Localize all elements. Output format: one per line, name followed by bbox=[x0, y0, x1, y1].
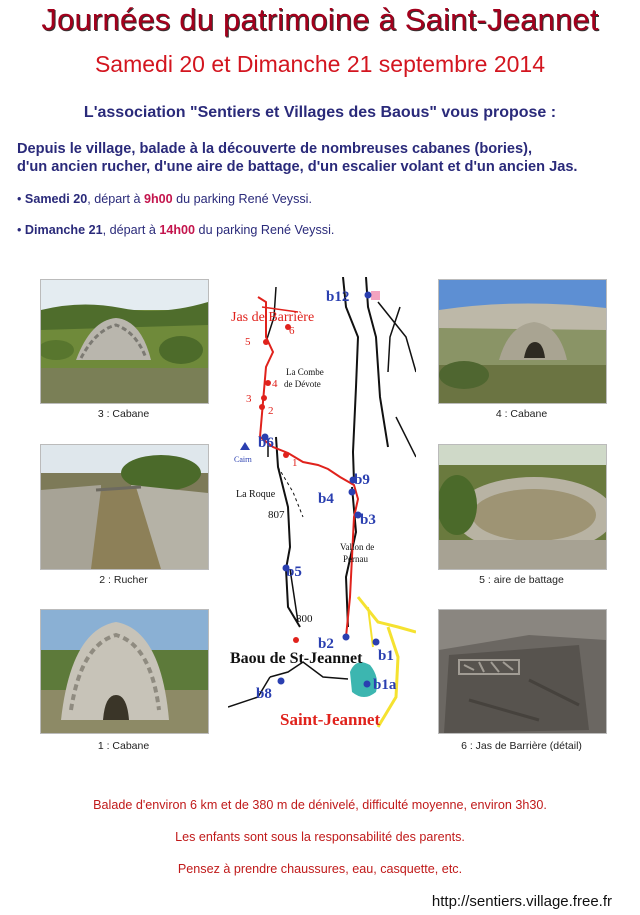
map-point-5 bbox=[263, 339, 269, 345]
schedule-day: Dimanche 21 bbox=[24, 223, 103, 237]
page-title: Journées du patrimoine à Saint-Jeannet bbox=[41, 2, 599, 37]
map-label-b12: b12 bbox=[326, 289, 350, 305]
map-point-1 bbox=[283, 452, 289, 458]
schedule-text: du parking René Veyssi. bbox=[195, 223, 335, 237]
map-label-baou: Baou de St-Jeannet bbox=[230, 650, 363, 667]
website-link[interactable]: http://sentiers.village.free.fr bbox=[431, 893, 612, 910]
map-label-b5: b5 bbox=[286, 564, 302, 580]
map-label-b9: b9 bbox=[354, 472, 370, 488]
schedule-text: , départ à bbox=[102, 223, 160, 237]
schedule-text: du parking René Veyssi. bbox=[172, 192, 312, 206]
map-label-b1: b1 bbox=[378, 648, 394, 664]
caption-jas-barriere-6: 6 : Jas de Barrière (détail) bbox=[461, 740, 582, 752]
footer-line-distance: Balade d'environ 6 km et de 380 m de dénivelé, difficulté moyenne, environ 3h30. bbox=[93, 798, 547, 812]
map-label-b8: b8 bbox=[256, 686, 272, 702]
photo-jas-barriere-6 bbox=[438, 609, 607, 734]
footer-line-children: Les enfants sont sous la responsabilité des parents. bbox=[175, 830, 465, 844]
photo-cabane-1 bbox=[40, 609, 209, 734]
map-label-5: 5 bbox=[245, 336, 251, 348]
schedule-text: , départ à bbox=[87, 192, 144, 206]
map-point-800 bbox=[293, 637, 299, 643]
description bbox=[17, 140, 627, 176]
map-point-b8 bbox=[278, 678, 285, 685]
map-point-b2 bbox=[343, 634, 350, 641]
schedule-day: Samedi 20 bbox=[24, 192, 88, 206]
map-label-b4: b4 bbox=[318, 491, 334, 507]
trail-map bbox=[228, 277, 416, 735]
map-point-b1a bbox=[364, 681, 371, 688]
map-point-4 bbox=[265, 380, 271, 386]
map-label-vallon: Vallon de bbox=[340, 542, 375, 552]
map-label-devote: de Dévote bbox=[284, 379, 321, 389]
schedule-time: 14h00 bbox=[159, 223, 196, 237]
map-label-village: Saint-Jeannet bbox=[280, 710, 381, 729]
map-point-b12 bbox=[365, 292, 372, 299]
caption-cabane-4: 4 : Cabane bbox=[495, 408, 548, 420]
map-label-b3: b3 bbox=[360, 512, 376, 528]
event-dates: Samedi 20 et Dimanche 21 septembre 2014 bbox=[94, 51, 546, 77]
map-label-jas: Jas de Barrière bbox=[231, 310, 315, 325]
map-label-combe: La Combe bbox=[286, 367, 324, 377]
photo-cabane-3 bbox=[40, 279, 209, 404]
map-label-roque: La Roque bbox=[236, 489, 276, 500]
map-label-807: 807 bbox=[268, 509, 285, 521]
map-label-cairn: Cairn bbox=[234, 455, 252, 464]
map-label-b6: b6 bbox=[258, 435, 274, 451]
photo-rucher-2 bbox=[40, 444, 209, 570]
photo-aire-battage-5 bbox=[438, 444, 607, 570]
footer-line-equipment: Pensez à prendre chaussures, eau, casquette, etc. bbox=[177, 862, 463, 876]
map-label-1: 1 bbox=[292, 457, 298, 469]
description-line: Depuis le village, balade à la découverte de nombreuses cabanes (bories), bbox=[17, 141, 533, 157]
association-heading: L'association "Sentiers et Villages des Baous" vous propose : bbox=[83, 104, 557, 121]
map-label-4: 4 bbox=[272, 378, 278, 390]
caption-cabane-3: 3 : Cabane bbox=[97, 408, 150, 420]
map-label-b2: b2 bbox=[318, 636, 334, 652]
map-point-b1 bbox=[373, 639, 380, 646]
map-label-3: 3 bbox=[246, 393, 252, 405]
schedule-item-sunday bbox=[17, 223, 334, 237]
map-point-3 bbox=[261, 395, 267, 401]
map-point-b4 bbox=[349, 489, 356, 496]
schedule-time: 9h00 bbox=[143, 192, 173, 206]
map-label-800: 800 bbox=[296, 613, 313, 625]
map-label-pernau: Pernau bbox=[343, 554, 368, 564]
bullet: • bbox=[17, 192, 22, 206]
map-label-2: 2 bbox=[268, 405, 274, 417]
photo-cabane-4 bbox=[438, 279, 607, 404]
map-label-6: 6 bbox=[289, 325, 295, 337]
schedule-item-saturday bbox=[17, 192, 312, 206]
caption-rucher-2: 2 : Rucher bbox=[99, 574, 148, 586]
description-line: d'un ancien rucher, d'une aire de battage, d'un escalier volant et d'un ancien Jas. bbox=[17, 159, 578, 175]
caption-aire-battage-5: 5 : aire de battage bbox=[479, 574, 564, 586]
caption-cabane-1: 1 : Cabane bbox=[97, 740, 150, 752]
map-label-b1a: b1a bbox=[373, 677, 397, 693]
map-point-2 bbox=[259, 404, 265, 410]
map-point-b12-marker bbox=[371, 291, 380, 300]
bullet: • bbox=[17, 223, 22, 237]
